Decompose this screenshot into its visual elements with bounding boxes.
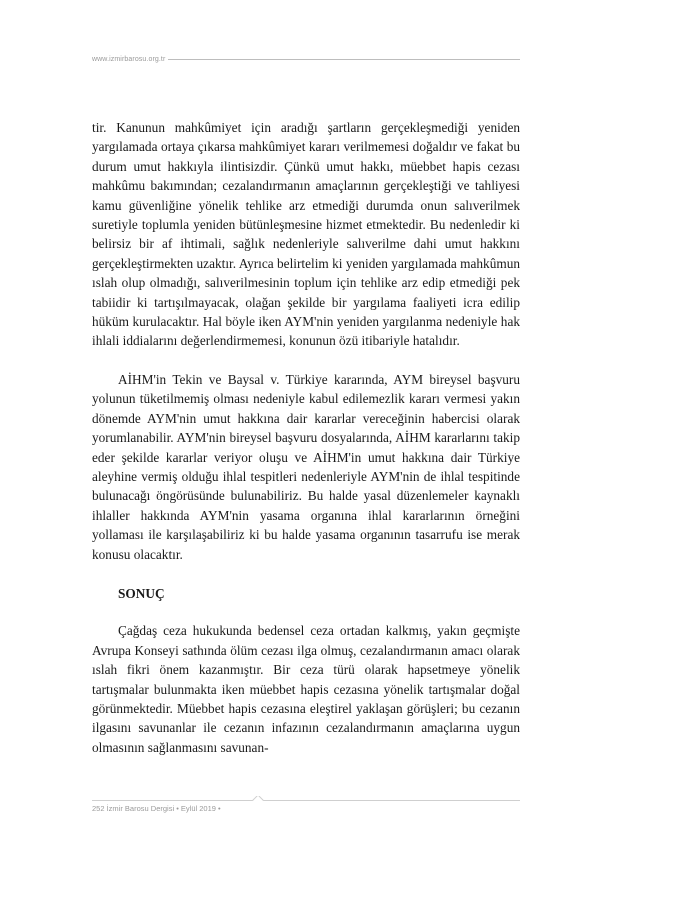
paragraph: tir. Kanunun mahkûmiyet için aradığı şartların gerçekleşmediği yeniden yargılamada ortaya çıkarsa mahkûmiyet kararı verilmemesi doğaldır ve fakat bu durum umut hakkıyla ilintisizdir. Çünkü umut hakkı, müebbet hapis cezası mahkûmu bakımından; cezalandırmanın amaçlarının gerçekleştiği ve tahliyesi kamu güvenliğine yönelik tehlike arz etmediği durumda onun salıverilmek suretiyle toplumla yeniden bütünleşmesine hizmet etmektedir. Bu nedenledir ki belirsiz bir af ihtimali, sağlık nedenleriyle salıverilme dahi umut hakkını gerçekleştirmekten uzaktır. Ayrıca belirtelim ki yeniden yargılamada mahkûmun ıslah olup olmadığı, salıverilmesinin toplum için tehlike arz edip etmediği pek tabiidir ki tartışılmayacak, olağan şekilde bir yargılama faaliyeti icra edilip hüküm kurulacaktır. Hal böyle iken AYM'nin yeniden yargılanma nedeniyle hak ihlali iddialarını değerlendirmemesi, konunun özü itibariyle hatalıdır. <box>92 120 520 349</box>
footer-notch <box>252 796 264 804</box>
footer-rule <box>92 800 520 801</box>
header-url: www.izmirbarosu.org.tr <box>92 55 166 63</box>
paragraph: Çağdaş ceza hukukunda bedensel ceza ortadan kalkmış, yakın geçmişte Avrupa Konseyi sathında ölüm cezası ilga olmuş, cezalandırmanın amacı olarak ıslah fikri önem kazanmıştır. Bir ceza türü olarak hapsetmeye yönelik tartışmalar bulunmakta iken müebbet hapis cezasına yönelik tartışmalar doğal görünmektedir. Müebbet hapis cezasına eleştirel yaklaşan görüşleri; bu cezanın ilgasını savunanlar ile cezanın infazının cezalandırmanın amaçlarına uygun olmasının sağlanmasını savunan- <box>92 623 520 755</box>
page-header <box>92 52 520 66</box>
section-heading: SONUÇ <box>118 585 165 601</box>
paragraph: AİHM'in Tekin ve Baysal v. Türkiye kararında, AYM bireysel başvuru yolunun tüketilmemiş olması nedeniyle kabul edilemezlik kararı vermesi yakın dönemde AYM'nin umut hakkına dair kararlar vereceğinin habercisi olarak yorumlanabilir. AYM'nin bireysel başvuru dosyalarında, AİHM kararlarını takip eder şekilde kararlar veriyor oluşu ve AİHM'in umut hakkına dair Türkiye aleyhine vermiş olduğu ihlal tespitleri nedenleriyle AYM'nin de ihlal tespitinde bulunacağı öngörüsünde bulunabiliriz. Bu halde yasal düzenlemeler kaynaklı ihlaller hakkında AYM'nin yasama organına ihlal kararlarının örneğini yollaması ile karşılaşabiliriz ki bu halde yasama organının tasarrufu ise merak konusu olacaktır. <box>92 371 520 562</box>
header-rule <box>168 59 520 60</box>
page-footer <box>92 800 520 816</box>
footer-text: 252 İzmir Barosu Dergisi • Eylül 2019 • <box>92 804 221 813</box>
article-body <box>92 118 520 757</box>
